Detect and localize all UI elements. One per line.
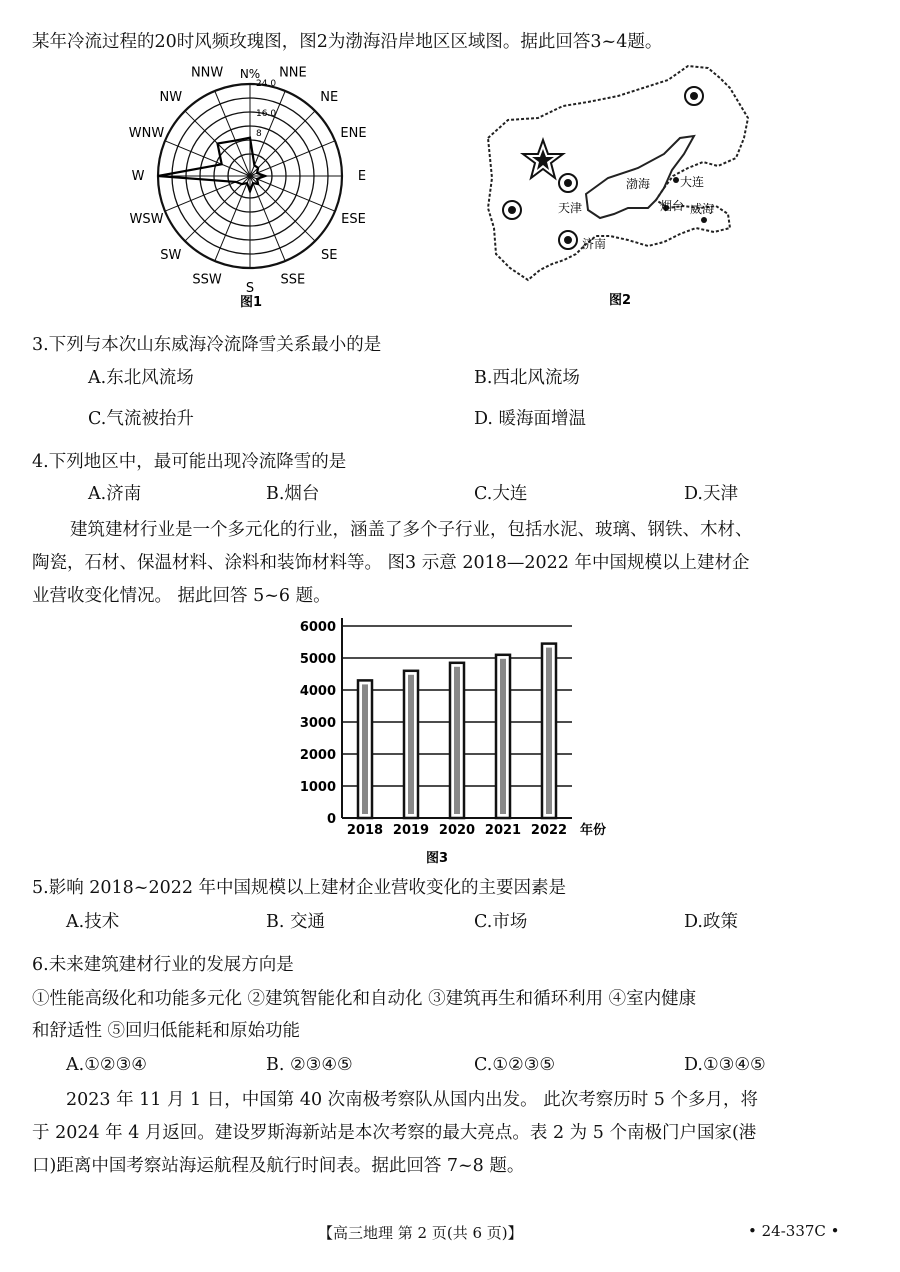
y-tick-label: 1000 — [299, 780, 336, 795]
direction-label: S — [245, 281, 255, 296]
direction-label: ENE — [340, 126, 367, 142]
direction-label: E — [357, 169, 367, 184]
q6-items-line2: 和舒适性 ⑤回归低能耗和原始功能 — [32, 1021, 301, 1041]
q3-stem: 3.下列与本次山东威海冷流降雪关系最小的是 — [32, 335, 382, 355]
label-jinan: 济南 — [582, 237, 607, 251]
q6-option-a[interactable]: A.①②③④ — [66, 1055, 147, 1075]
para-5-6-line1: 建筑建材行业是一个多元化的行业，涵盖了多个子行业，包括水泥、玻璃、钢铁、木材、 — [70, 520, 753, 540]
ring-value-label: 24.0 — [256, 79, 277, 89]
q5-option-a[interactable]: A.技术 — [66, 912, 120, 932]
direction-label: W — [131, 169, 145, 184]
ring-value-label: 16.0 — [256, 109, 277, 119]
para-5-6-line2: 陶瓷，石材、保温材料、涂料和装饰材料等。 图3 示意 2018—2022 年中国规模以上建材企 — [32, 553, 750, 573]
fig3-caption: 图3 — [425, 851, 449, 866]
direction-label: SSE — [280, 272, 306, 288]
direction-label: WNW — [128, 126, 165, 142]
bar-fill — [546, 648, 552, 814]
q4-option-d[interactable]: D.天津 — [684, 484, 738, 504]
direction-label: NE — [320, 89, 339, 105]
q4-option-a[interactable]: A.济南 — [88, 484, 142, 504]
bohai-map-figure — [468, 58, 778, 313]
x-tick-label: 2019 — [392, 823, 430, 838]
paper-code: • 24-337C • — [748, 1222, 840, 1240]
q5-stem: 5.影响 2018~2022 年中国规模以上建材企业营收变化的主要因素是 — [32, 878, 567, 898]
wind-rose-figure — [120, 58, 380, 313]
q3-option-b[interactable]: B.西北风流场 — [474, 368, 580, 388]
x-axis-label: 年份 — [580, 823, 607, 838]
q4-stem: 4.下列地区中，最可能出现冷流降雪的是 — [32, 452, 347, 472]
bar-fill — [362, 684, 368, 814]
x-tick-label: 2020 — [438, 823, 476, 838]
revenue-bar-chart — [290, 612, 630, 872]
q5-option-d[interactable]: D.政策 — [684, 912, 738, 932]
ring-value-label: 8 — [256, 129, 262, 139]
y-tick-label: 5000 — [299, 652, 336, 667]
y-tick-label: 4000 — [299, 684, 336, 699]
page-footer: 【高三地理 第 2 页(共 6 页)】 — [318, 1224, 523, 1242]
direction-label: SE — [320, 248, 338, 264]
para-5-6-line3: 业营收变化情况。 据此回答 5~6 题。 — [32, 586, 331, 606]
q4-option-b[interactable]: B.烟台 — [266, 484, 320, 504]
direction-label: NNE — [279, 65, 307, 81]
label-dalian: 大连 — [680, 175, 705, 189]
direction-label: NNW — [190, 65, 224, 81]
intro-text: 某年冷流过程的20时风频玫瑰图，图2为渤海沿岸地区区域图。据此回答3~4题。 — [32, 32, 663, 52]
n-axis-label: N% — [239, 67, 261, 81]
q5-option-b[interactable]: B. 交通 — [266, 912, 325, 932]
bar-fill — [454, 667, 460, 814]
label-bohai: 渤海 — [626, 177, 651, 191]
y-tick-label: 3000 — [299, 716, 336, 731]
direction-label: SSW — [192, 272, 222, 288]
q6-items-line1: ①性能高级化和功能多元化 ②建筑智能化和自动化 ③建筑再生和循环利用 ④室内健康 — [32, 989, 697, 1009]
bar-fill — [408, 675, 414, 814]
q6-option-d[interactable]: D.①③④⑤ — [684, 1055, 766, 1075]
q3-option-c[interactable]: C.气流被抬升 — [88, 409, 194, 429]
q5-option-c[interactable]: C.市场 — [474, 912, 528, 932]
y-tick-label: 6000 — [299, 620, 336, 635]
bar-fill — [500, 659, 506, 814]
region-boundary — [488, 66, 748, 280]
fig1-caption: 图1 — [239, 295, 263, 310]
direction-label: NW — [159, 89, 183, 105]
para-7-8-line3: 口)距离中国考察站海运航程及航行时间表。据此回答 7~8 题。 — [32, 1156, 525, 1176]
q6-stem: 6.未来建筑建材行业的发展方向是 — [32, 955, 294, 975]
direction-label: SW — [160, 248, 182, 264]
para-7-8-line2: 于 2024 年 4 月返回。建设罗斯海新站是本次考察的最大亮点。表 2 为 5 个南极门户国家(港 — [32, 1123, 757, 1143]
label-weihai: 威海 — [690, 202, 715, 216]
label-yantai: 烟台 — [660, 199, 685, 213]
fig2-caption: 图2 — [608, 293, 632, 308]
label-tianjin: 天津 — [558, 201, 583, 215]
q3-option-d[interactable]: D. 暖海面增温 — [474, 409, 587, 429]
x-tick-label: 2018 — [346, 823, 384, 838]
direction-label: WSW — [129, 211, 164, 227]
q6-option-c[interactable]: C.①②③⑤ — [474, 1055, 556, 1075]
q3-option-a[interactable]: A.东北风流场 — [88, 368, 194, 388]
y-tick-label: 2000 — [299, 748, 336, 763]
para-7-8-line1: 2023 年 11 月 1 日，中国第 40 次南极考察队从国内出发。 此次考察历时 5 个多月，将 — [66, 1090, 758, 1110]
wind-frequency-polygon — [158, 138, 265, 192]
q6-option-b[interactable]: B. ②③④⑤ — [266, 1055, 353, 1075]
y-tick-label: 0 — [326, 812, 336, 827]
q4-option-c[interactable]: C.大连 — [474, 484, 528, 504]
capital-star-icon — [523, 140, 563, 178]
x-tick-label: 2022 — [530, 823, 568, 838]
x-tick-label: 2021 — [484, 823, 522, 838]
direction-label: ESE — [341, 211, 366, 227]
